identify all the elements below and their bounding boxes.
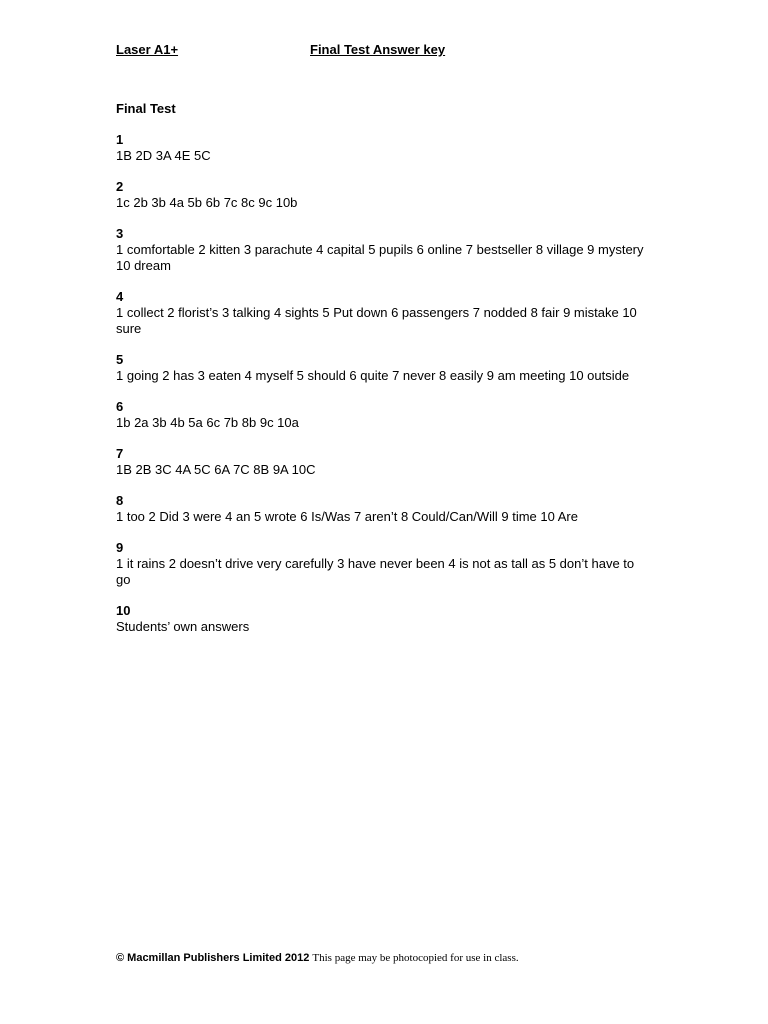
question-answers: 1c 2b 3b 4a 5b 6b 7c 8c 9c 10b <box>116 195 298 210</box>
section-title: Final Test <box>116 101 176 116</box>
question-number: 6 <box>116 399 124 414</box>
question-answers: 1 comfortable 2 kitten 3 parachute 4 capital 5 pupils 6 online 7 bestseller 8 village 9 mystery 10 dream <box>116 242 644 273</box>
question-block <box>116 289 644 337</box>
question-answers: 1 too 2 Did 3 were 4 an 5 wrote 6 Is/Was 7 aren’t 8 Could/Can/Will 9 time 10 Are <box>116 509 578 524</box>
question-block <box>116 352 644 384</box>
question-block <box>116 132 644 164</box>
page-footer <box>116 951 716 965</box>
question-number: 10 <box>116 603 131 618</box>
page-header <box>116 42 656 60</box>
question-block <box>116 179 644 211</box>
question-number: 2 <box>116 179 124 194</box>
question-block <box>116 399 644 431</box>
question-answers: 1 going 2 has 3 eaten 4 myself 5 should 6 quite 7 never 8 easily 9 am meeting 10 outside <box>116 368 630 383</box>
copyright-notice: © Macmillan Publishers Limited 2012 <box>116 952 310 964</box>
question-block <box>116 493 644 525</box>
question-number: 1 <box>116 132 124 147</box>
question-number: 8 <box>116 493 124 508</box>
photocopy-note: This page may be photocopied for use in class. <box>312 952 519 964</box>
question-number: 3 <box>116 226 124 241</box>
document-title: Final Test Answer key <box>310 42 446 57</box>
question-number: 4 <box>116 289 124 304</box>
question-number: 7 <box>116 446 124 461</box>
question-answers: Students’ own answers <box>116 619 250 634</box>
question-answers: 1 it rains 2 doesn’t drive very carefully 3 have never been 4 is not as tall as 5 don’t have to go <box>116 556 635 587</box>
question-block <box>116 446 644 478</box>
question-block <box>116 603 644 635</box>
question-block <box>116 226 644 274</box>
question-number: 9 <box>116 540 124 555</box>
question-number: 5 <box>116 352 124 367</box>
answer-key-content <box>116 101 644 650</box>
question-answers: 1b 2a 3b 4b 5a 6c 7b 8b 9c 10a <box>116 415 299 430</box>
question-answers: 1B 2D 3A 4E 5C <box>116 148 211 163</box>
question-answers: 1 collect 2 florist’s 3 talking 4 sights 5 Put down 6 passengers 7 nodded 8 fair 9 mistake 10 sure <box>116 305 637 336</box>
question-answers: 1B 2B 3C 4A 5C 6A 7C 8B 9A 10C <box>116 462 316 477</box>
course-title: Laser A1+ <box>116 42 179 57</box>
question-block <box>116 540 644 588</box>
